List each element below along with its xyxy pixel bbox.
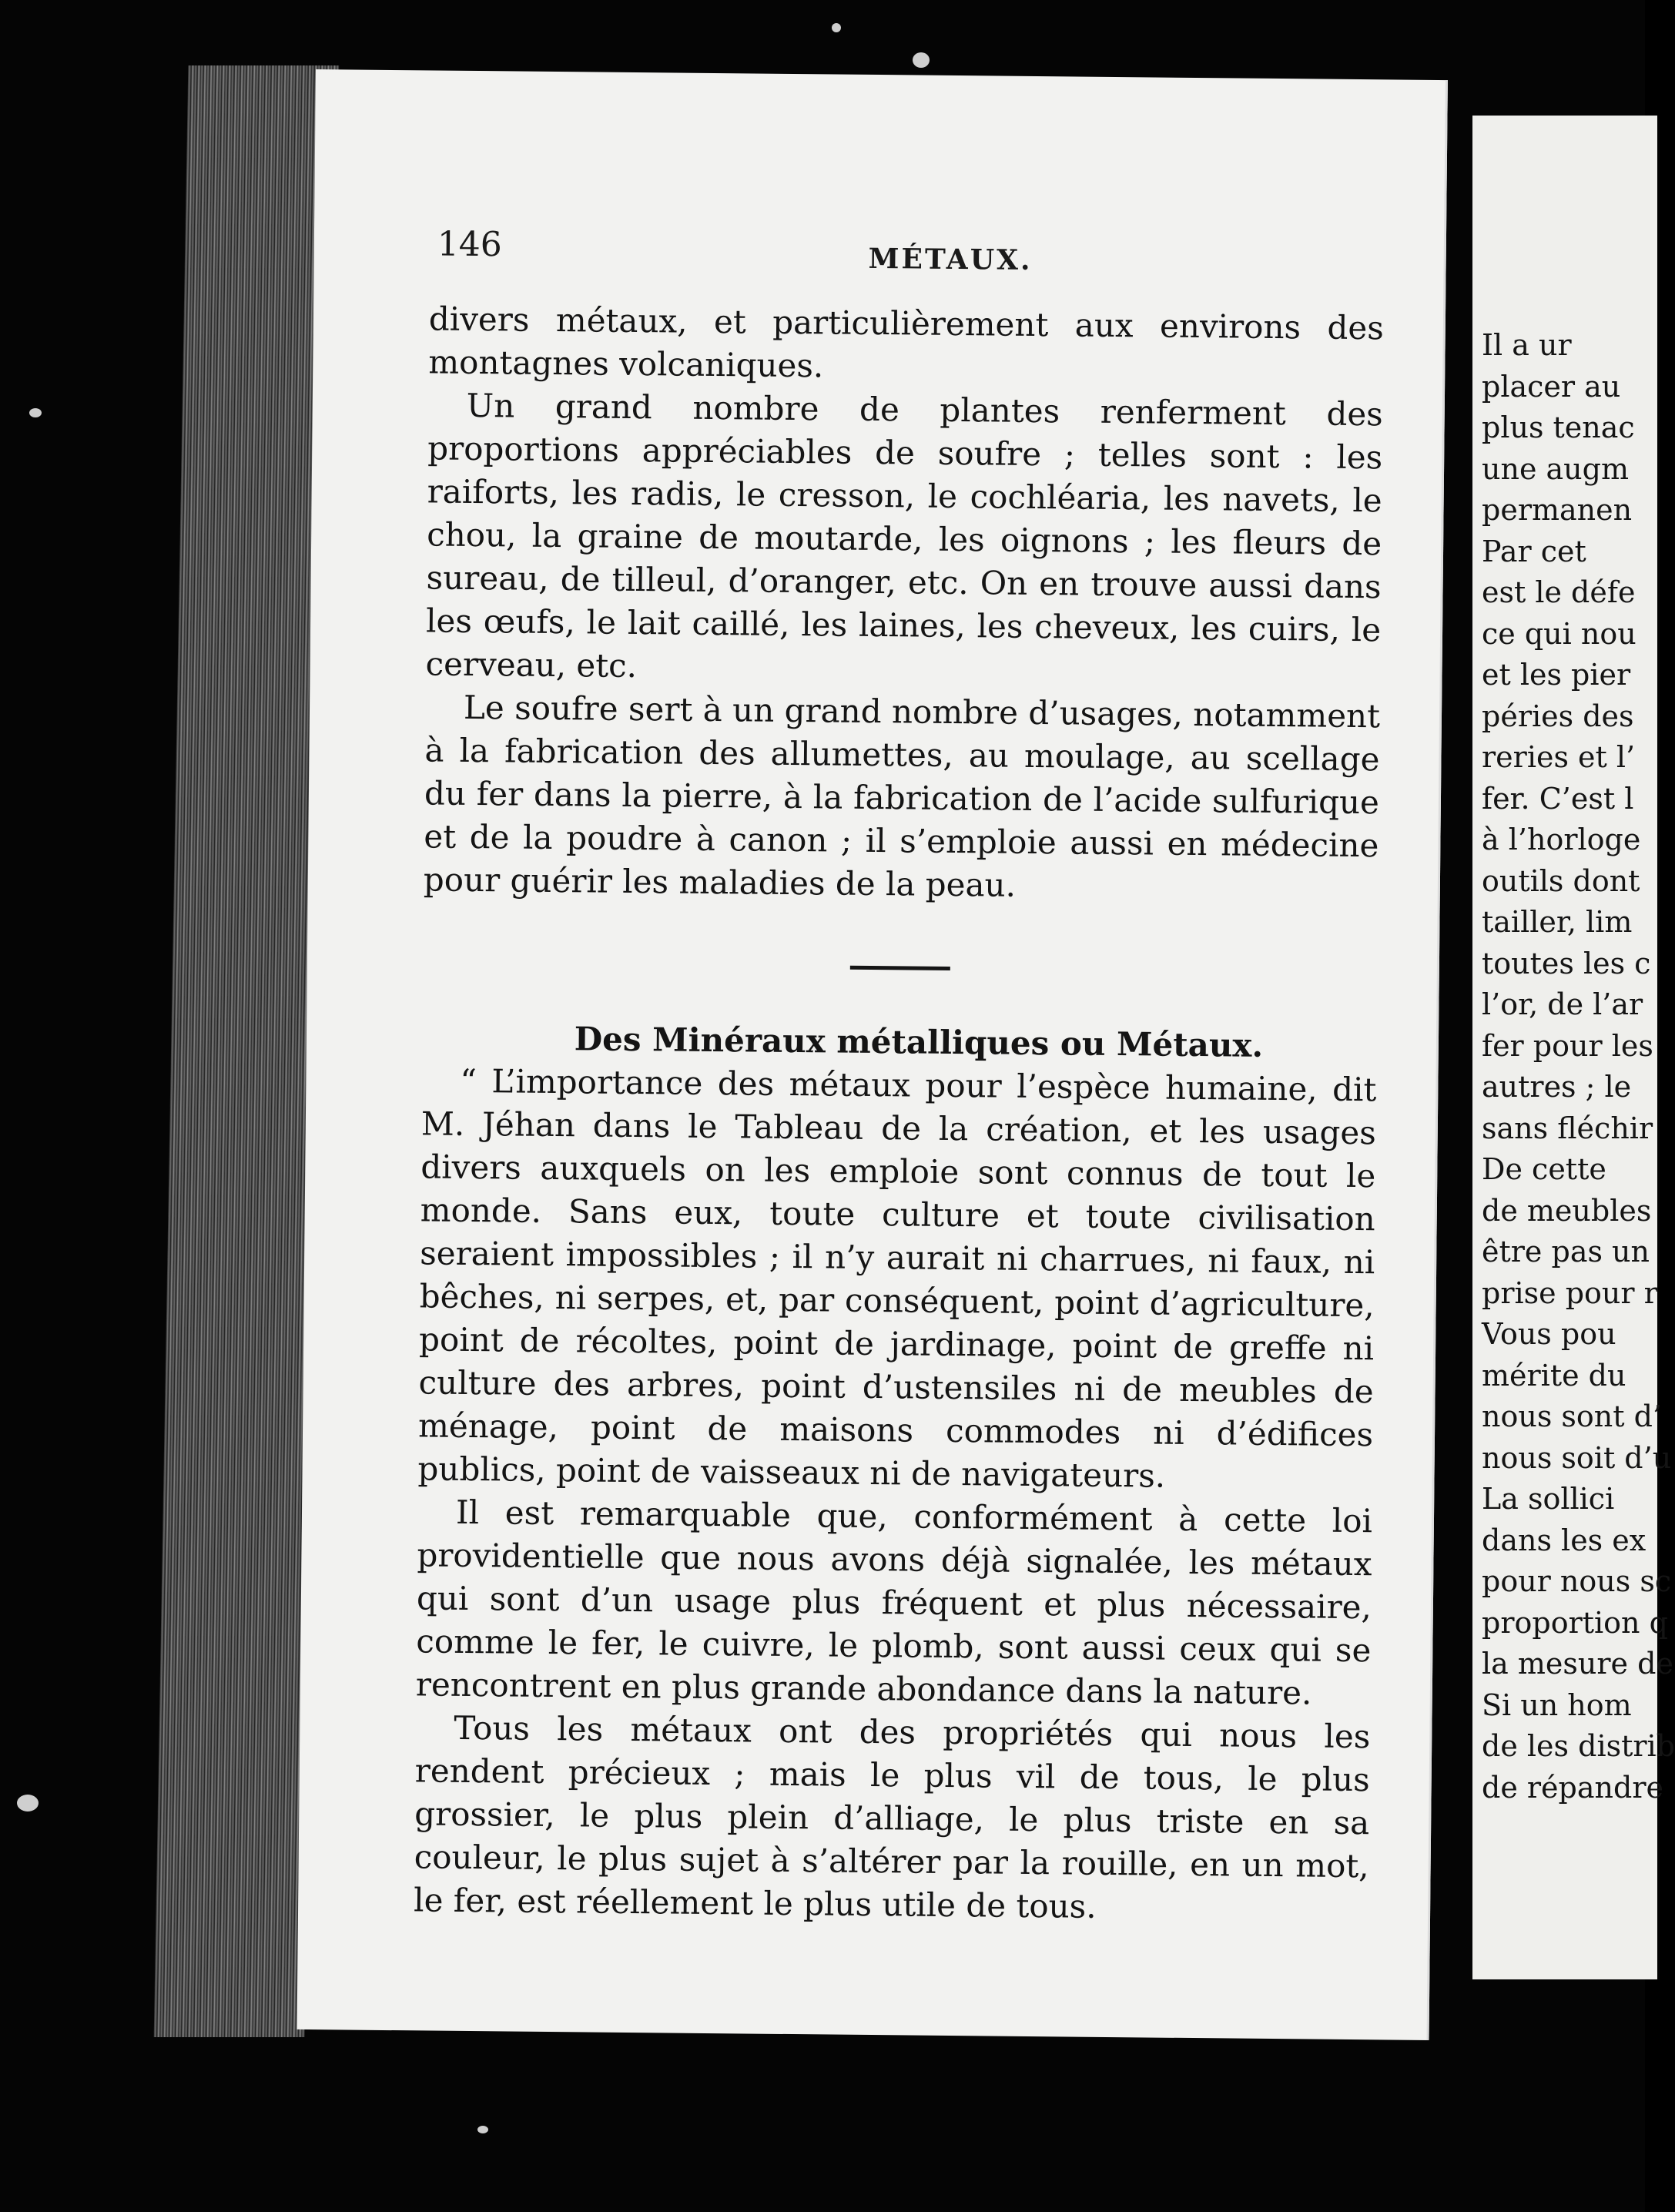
section-heading: Des Minéraux métalliques ou Métaux.	[574, 1020, 1264, 1064]
text-line: et les pier	[1482, 658, 1631, 692]
text-line: pour nous sc	[1482, 1564, 1672, 1598]
text-line: tailler, lim	[1482, 905, 1633, 939]
text-line: nous sont d’	[1482, 1399, 1663, 1433]
text-line: prise pour r	[1482, 1275, 1658, 1310]
text-line: plus tenac	[1482, 411, 1635, 444]
page-header	[437, 225, 1375, 280]
text-line: Par cet	[1482, 534, 1586, 568]
text-line: est le défe	[1482, 575, 1636, 609]
text-line: mérite du	[1482, 1358, 1626, 1393]
text-line: De cette	[1482, 1152, 1606, 1186]
paragraph: “ L’importance des métaux pour l’espèce humaine, dit M. Jéhan dans le Tableau de la création, et les usages divers auxquels on les emploie sont connus de tout le monde. Sans eux, toute culture et toute civilisation seraient impossibles ; il n’y aurait ni charrues, ni faux, ni bêches, ni serpes, et, par conséquent, point d’agriculture, point de récoltes, point de jardinage, point de greffe ni culture des arbres, point d’ustensiles ni de meubles de ménage, point de maisons commodes ni d’édifices publics, point de vaisseaux ni de navigateurs.	[417, 1061, 1377, 1495]
scan-speck	[17, 1795, 39, 1811]
paragraph: Un grand nombre de plantes renferment des proportions appréciables de soufre ; telles sont : les raiforts, les radis, le cresson, le cochléaria, les navets, le chou, la graine de moutarde, les oignons ; les fleurs de sureau, de tilleul, d’oranger, etc. On en trouve aussi dans les œufs, le lait caillé, les laines, les cheveux, les cuirs, le cerveau, etc.	[425, 386, 1384, 685]
scan-speck	[832, 23, 841, 32]
right-page-fragment	[1472, 116, 1675, 1979]
text-line: proportion q	[1482, 1605, 1668, 1640]
text-line: sans fléchir	[1482, 1111, 1653, 1145]
paragraph: Il est remarquable que, conformément à cette loi providentielle que nous avons déjà signalée, les métaux qui sont d’un usage plus fréquent et plus nécessaire, comme le fer, le cuivre, le plomb, sont aussi ceux qui se rencontrent en plus grande abondance dans la nature.	[415, 1493, 1373, 1712]
page-number: 146	[437, 224, 503, 265]
text-line: de meubles	[1482, 1193, 1652, 1228]
text-line: autres ; le	[1482, 1070, 1632, 1104]
text-line: être pas un	[1482, 1235, 1650, 1269]
section-divider	[850, 966, 950, 970]
paragraph: Le soufre sert à un grand nombre d’usages, notamment à la fabrication des allumettes, au moulage, au scellage du fer dans la pierre, à la fabrication de l’acide sulfurique et de la poudre à canon ; il s’emploie aussi en médecine pour guérir les maladies de la peau.	[423, 688, 1381, 904]
text-line: de les distrib	[1482, 1729, 1675, 1763]
text-line: La sollici	[1482, 1482, 1615, 1516]
text-line: Vous pou	[1482, 1317, 1616, 1351]
text-line: ce qui nou	[1482, 616, 1636, 651]
text-line: reries et l’	[1482, 740, 1636, 774]
text-line: une augm	[1482, 451, 1630, 486]
scan-speck	[477, 2126, 488, 2133]
text-line: placer au	[1482, 369, 1621, 404]
right-page-lines	[1482, 325, 1675, 1808]
text-line: nous soit d’u	[1482, 1440, 1672, 1475]
text-line: l’or, de l’ar	[1482, 987, 1643, 1021]
text-line: péries des	[1482, 699, 1634, 733]
text-line: à l’horloge	[1482, 823, 1641, 856]
scan-speck	[913, 52, 930, 68]
text-line: fer. C’est l	[1482, 781, 1634, 816]
paragraph: divers métaux, et particulièrement aux environs des montagnes volcaniques.	[428, 300, 1385, 385]
text-line: dans les ex	[1482, 1523, 1647, 1557]
text-line: de répandre	[1482, 1770, 1663, 1805]
text-line: Si un hom	[1482, 1687, 1632, 1722]
running-title: MÉTAUX.	[868, 242, 1033, 276]
text-line: toutes les c	[1482, 946, 1651, 980]
text-line: Il a ur	[1482, 328, 1572, 362]
paragraph: Tous les métaux ont des propriétés qui nous les rendent précieux ; mais le plus vil de tous, le plus grossier, le plus plein d’alliage, le plus triste en sa couleur, le plus sujet à s’altérer par la rouille, en un mot, le fer, est réellement le plus utile de tous.	[413, 1708, 1371, 1925]
text-line: outils dont	[1482, 863, 1640, 898]
scan-speck	[29, 408, 42, 417]
page-body	[414, 297, 1384, 1931]
text-line: permanen	[1482, 493, 1633, 527]
text-line: la mesure de	[1482, 1647, 1673, 1681]
text-line: fer pour les	[1482, 1028, 1653, 1063]
left-page	[297, 69, 1448, 2040]
